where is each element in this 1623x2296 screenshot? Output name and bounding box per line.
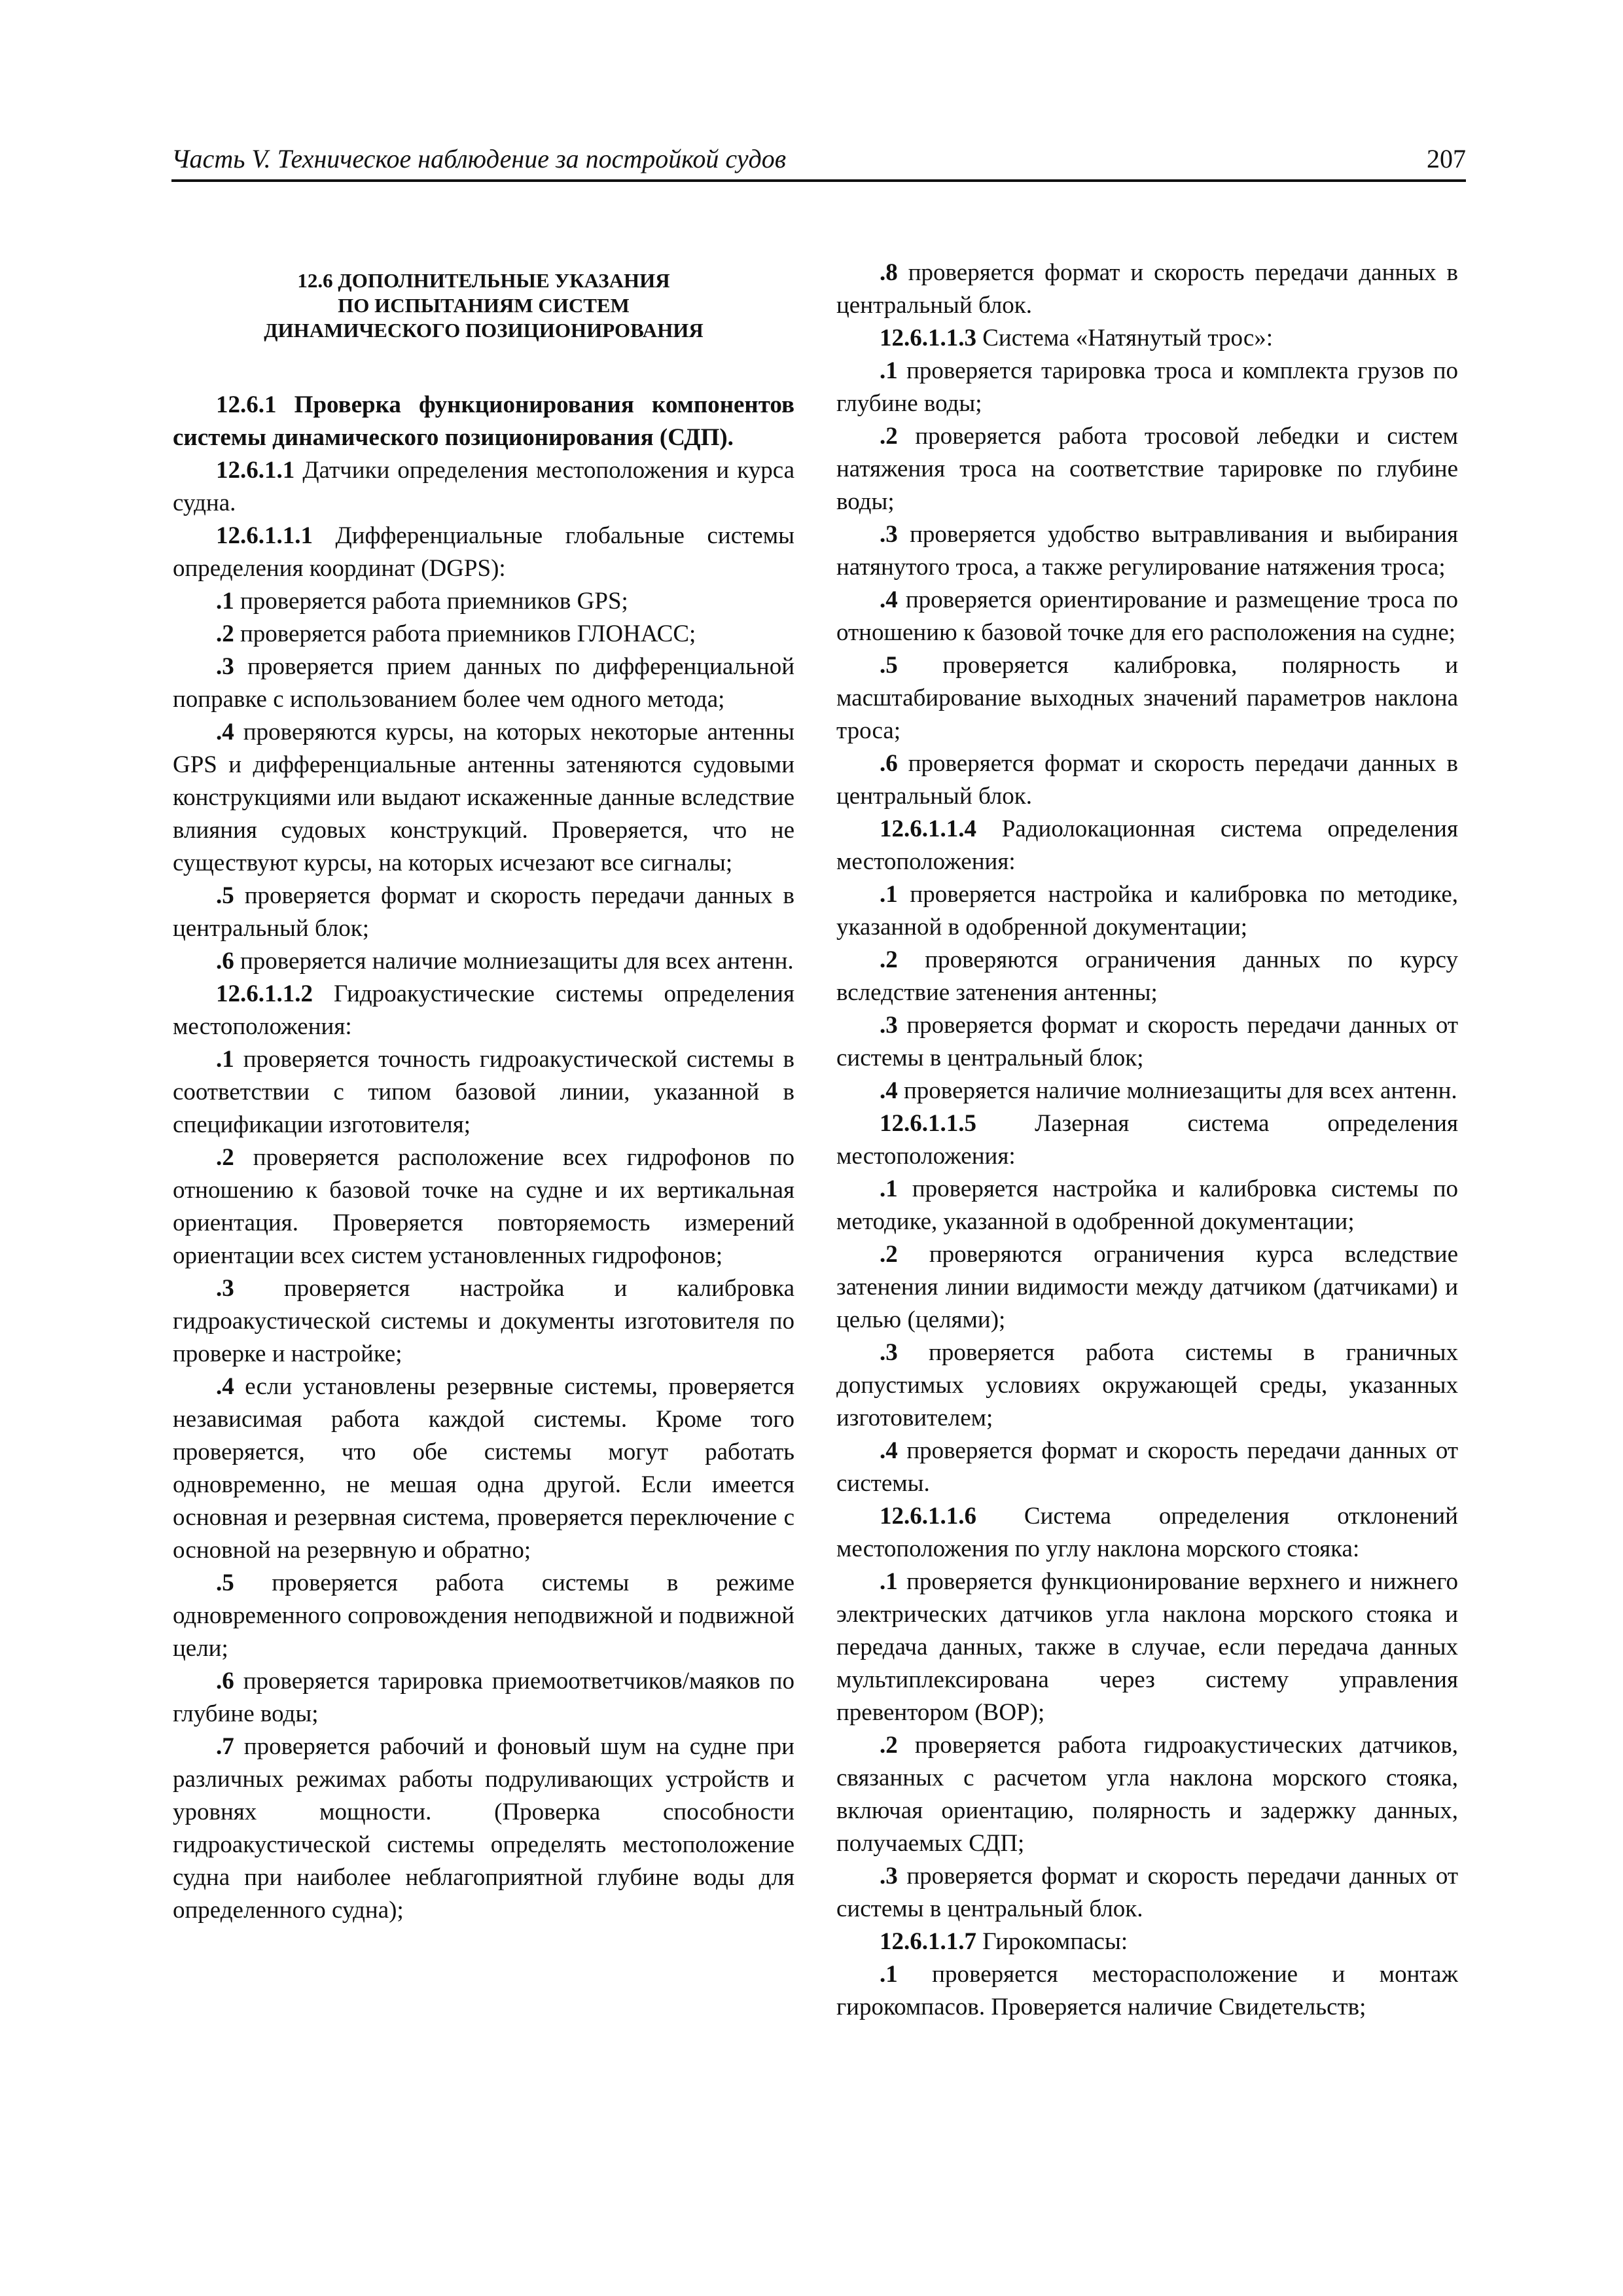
paragraph: [836, 1860, 1458, 1926]
paragraph: [173, 585, 794, 618]
clause-text: проверяется функционирование верхнего и нижнего электрических датчиков угла наклона морского стояка и передача данных, также в случае, если передача данных мультиплексирована через систему управления превентором (ВОР);: [836, 1568, 1458, 1726]
clause-number: .1: [216, 1046, 234, 1073]
clause-text: проверяется работа приемников ГЛОНАСС;: [234, 620, 696, 647]
clause-text: проверяется тарировка приемоответчиков/маяков по глубине воды;: [173, 1668, 794, 1727]
clause-number: .6: [880, 750, 898, 777]
clause-text: если установлены резервные системы, проверяется независимая работа каждой системы. Кроме того проверяется, что обе системы могут работать одновременно, не мешая одна другой. Если имеется основная и резервная система, проверяется переключение с основной на резервную и обратно;: [173, 1373, 794, 1564]
clause-text: проверяется формат и скорость передачи данных в центральный блок.: [836, 750, 1458, 810]
clause-number: .3: [880, 1339, 898, 1366]
paragraph: [836, 1958, 1458, 2024]
clause-number: .5: [880, 652, 898, 679]
clause-number: 12.6.1.1.4: [880, 816, 976, 842]
clause-number: 12.6.1.1.7: [880, 1928, 976, 1955]
running-title: Часть V. Техническое наблюдение за постройкой судов: [171, 144, 787, 173]
clause-text: Система «Натянутый трос»:: [976, 325, 1274, 351]
clause-number: .2: [880, 1241, 898, 1268]
paragraph: [173, 1665, 794, 1731]
clause-text: проверяются ограничения курса вследствие затенения линии видимости между датчиком (датчиками) и целью (целями);: [836, 1241, 1458, 1333]
paragraph: [173, 520, 794, 585]
section-heading-line: ПО ИСПЫТАНИЯМ СИСТЕМ: [338, 294, 630, 317]
clause-number: .2: [216, 1144, 234, 1171]
paragraph: [836, 1009, 1458, 1075]
clause-text: Гидроакустические системы определения местоположения:: [173, 980, 794, 1040]
clause-text: проверяется настройка и калибровка гидроакустической системы и документы изготовителя по проверке и настройке;: [173, 1275, 794, 1367]
left-paragraphs: [173, 389, 794, 1927]
clause-text: проверяются ограничения данных по курсу вследствие затенения антенны;: [836, 946, 1458, 1006]
clause-text: Лазерная система определения местоположения:: [836, 1110, 1458, 1170]
clause-text: проверяется работа гидроакустических датчиков, связанных с расчетом угла наклона морского стояка, включая ориентацию, полярность и задержку данных, получаемых СДП;: [836, 1732, 1458, 1857]
paragraph: [836, 747, 1458, 813]
paragraph: [173, 389, 794, 454]
section-heading-line: 12.6 ДОПОЛНИТЕЛЬНЫЕ УКАЗАНИЯ: [297, 269, 670, 292]
paragraph: [173, 1043, 794, 1141]
clause-number: .3: [216, 1275, 234, 1302]
clause-text: Дифференциальные глобальные системы определения координат (DGPS):: [173, 522, 794, 582]
paragraph: [836, 1075, 1458, 1107]
clause-text: Система определения отклонений местоположения по углу наклона морского стояка:: [836, 1503, 1458, 1562]
paragraph: [836, 322, 1458, 355]
paragraph: [836, 1435, 1458, 1500]
clause-text: проверяется калибровка, полярность и масштабирование выходных значений параметров наклона троса;: [836, 652, 1458, 744]
paragraph: [836, 1500, 1458, 1566]
clause-number: .7: [216, 1733, 234, 1760]
section-heading-line: ДИНАМИЧЕСКОГО ПОЗИЦИОНИРОВАНИЯ: [264, 319, 704, 342]
running-header: [171, 143, 1466, 182]
clause-number: 12.6.1.1.6: [880, 1503, 976, 1530]
left-column: [173, 262, 794, 1927]
clause-text: проверяется настройка и калибровка системы по методике, указанной в одобренной документации;: [836, 1175, 1458, 1235]
clause-number: .4: [880, 1077, 898, 1104]
clause-number: .1: [880, 1175, 898, 1202]
clause-number: 12.6.1.1.3: [880, 325, 976, 351]
clause-number: .4: [880, 1437, 898, 1464]
paragraph: [173, 454, 794, 520]
clause-number: .5: [216, 882, 234, 909]
clause-number: 12.6.1.1.2: [216, 980, 313, 1007]
clause-text: проверяется формат и скорость передачи данных от системы в центральный блок;: [836, 1012, 1458, 1071]
clause-text: проверяется работа тросовой лебедки и систем натяжения троса на соответствие тарировке по глубине воды;: [836, 423, 1458, 515]
clause-number: .3: [880, 1863, 898, 1890]
clause-number: .4: [216, 719, 234, 745]
clause-text: проверяется формат и скорость передачи данных в центральный блок;: [173, 882, 794, 942]
clause-number: .4: [216, 1373, 234, 1400]
clause-text: Радиолокационная система определения местоположения:: [836, 816, 1458, 875]
clause-text: проверяется работа системы в режиме одновременного сопровождения неподвижной и подвижной цели;: [173, 1570, 794, 1662]
clause-text: проверяется работа приемников GPS;: [234, 588, 628, 615]
clause-number: .1: [880, 881, 898, 908]
clause-text: проверяется ориентирование и размещение троса по отношению к базовой точке для его расположения на судне;: [836, 586, 1458, 646]
clause-text: Проверка функционирования компонентов системы динамического позиционирования (СДП).: [173, 391, 794, 451]
clause-text: проверяется работа системы в граничных допустимых условиях окружающей среды, указанных изготовителем;: [836, 1339, 1458, 1431]
paragraph: [173, 1141, 794, 1272]
clause-text: проверяется тарировка троса и комплекта грузов по глубине воды;: [836, 357, 1458, 417]
clause-number: .8: [880, 259, 898, 286]
paragraph: [836, 1566, 1458, 1729]
paragraph: [836, 1729, 1458, 1860]
section-heading: [173, 268, 794, 343]
paragraph: [836, 649, 1458, 747]
paragraph: [836, 584, 1458, 649]
clause-number: 12.6.1.1.1: [216, 522, 313, 549]
clause-number: 12.6.1.1.5: [880, 1110, 976, 1137]
paragraph: [836, 355, 1458, 420]
clause-text: Датчики определения местоположения и курса судна.: [173, 457, 794, 516]
clause-text: проверяется наличие молниезащиты для всех антенн.: [897, 1077, 1457, 1104]
clause-text: проверяется формат и скорость передачи данных от системы.: [836, 1437, 1458, 1497]
clause-number: .2: [880, 1732, 898, 1759]
paragraph: [836, 944, 1458, 1009]
right-column: [836, 257, 1458, 2024]
paragraph: [836, 1336, 1458, 1435]
clause-text: проверяется настройка и калибровка по методике, указанной в одобренной документации;: [836, 881, 1458, 941]
clause-text: проверяется наличие молниезащиты для всех антенн.: [234, 948, 794, 975]
paragraph: [173, 978, 794, 1043]
clause-number: .1: [880, 357, 898, 384]
paragraph: [836, 878, 1458, 944]
clause-text: проверяется расположение всех гидрофонов по отношению к базовой точке на судне и их вертикальная ориентация. Проверяется повторяемость измерений ориентации всех систем установленных гидрофонов;: [173, 1144, 794, 1269]
clause-text: проверяется прием данных по дифференциальной поправке с использованием более чем одного метода;: [173, 653, 794, 713]
paragraph: [836, 1107, 1458, 1173]
paragraph: [836, 257, 1458, 322]
paragraph: [836, 1926, 1458, 1958]
paragraph: [836, 420, 1458, 518]
clause-text: проверяется точность гидроакустической системы в соответствии с типом базовой линии, указанной в спецификации изготовителя;: [173, 1046, 794, 1138]
clause-number: .4: [880, 586, 898, 613]
clause-text: проверяются курсы, на которых некоторые антенны GPS и дифференциальные антенны затеняются судовыми конструкциями или выдают искаженные данные вследствие влияния судовых конструкций. Проверяется, что не существуют курсы, на которых исчезают все сигналы;: [173, 719, 794, 876]
clause-number: .2: [880, 946, 898, 973]
clause-number: .2: [880, 423, 898, 450]
clause-text: проверяется формат и скорость передачи данных от системы в центральный блок.: [836, 1863, 1458, 1922]
paragraph: [173, 1567, 794, 1665]
paragraph: [173, 880, 794, 945]
paragraph: [173, 651, 794, 716]
clause-number: 12.6.1.1: [216, 457, 295, 484]
paragraph: [836, 813, 1458, 878]
paragraph: [173, 1731, 794, 1927]
clause-number: .5: [216, 1570, 234, 1596]
clause-number: .1: [880, 1568, 898, 1595]
clause-number: .2: [216, 620, 234, 647]
clause-number: .6: [216, 948, 234, 975]
paragraph: [173, 1371, 794, 1567]
clause-text: Гирокомпасы:: [976, 1928, 1128, 1955]
clause-number: .1: [880, 1961, 898, 1988]
paragraph: [173, 1272, 794, 1371]
page-number: 207: [1427, 144, 1466, 173]
clause-text: проверяется удобство вытравливания и выбирания натянутого троса, а также регулирование натяжения троса;: [836, 521, 1458, 581]
clause-text: проверяется формат и скорость передачи данных в центральный блок.: [836, 259, 1458, 319]
paragraph: [173, 618, 794, 651]
clause-number: .6: [216, 1668, 234, 1695]
right-paragraphs: [836, 257, 1458, 2024]
paragraph: [836, 518, 1458, 584]
paragraph: [836, 1173, 1458, 1238]
paragraph: [173, 945, 794, 978]
clause-number: .3: [880, 1012, 898, 1039]
paragraph: [173, 716, 794, 880]
clause-number: .1: [216, 588, 234, 615]
clause-number: 12.6.1: [216, 391, 277, 418]
paragraph: [836, 1238, 1458, 1336]
clause-number: .3: [880, 521, 898, 548]
clause-number: .3: [216, 653, 234, 680]
clause-text: проверяется рабочий и фоновый шум на судне при различных режимах работы подруливающих устройств и уровнях мощности. (Проверка способности гидроакустической системы определять местоположение судна при наиболее неблагоприятной глубине воды для определенного судна);: [173, 1733, 794, 1924]
clause-text: проверяется месторасположение и монтаж гирокомпасов. Проверяется наличие Свидетельств;: [836, 1961, 1458, 2020]
